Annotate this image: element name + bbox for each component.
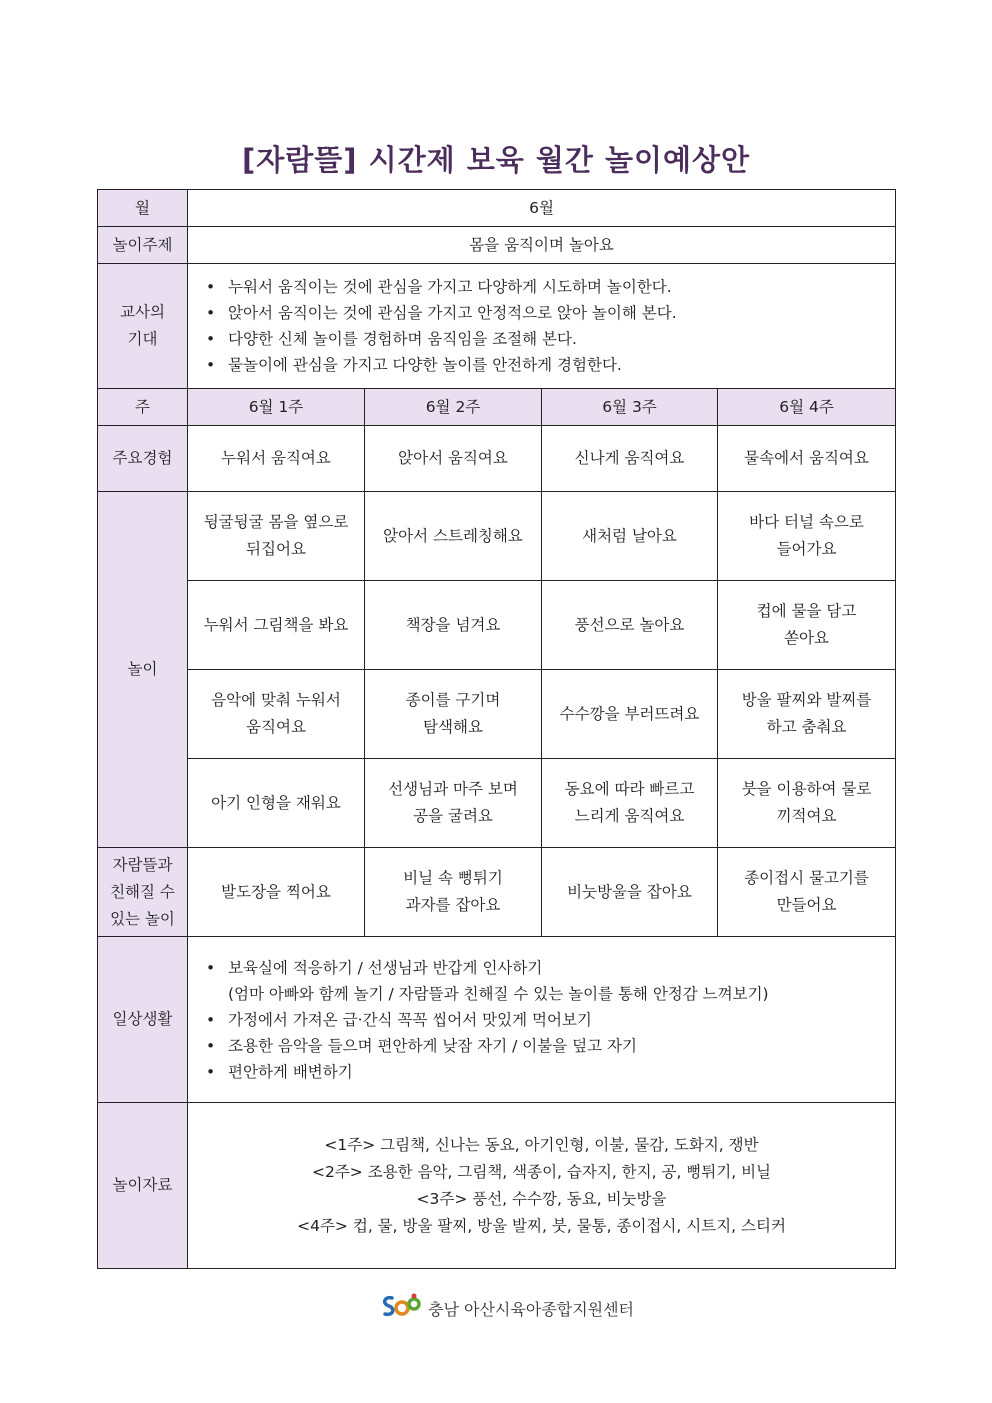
- play-label: 놀이: [98, 492, 188, 848]
- materials-item: <3주> 풍선, 수수깡, 동요, 비눗방울: [416, 1189, 667, 1208]
- materials-content: [188, 1103, 896, 1269]
- footer: [378, 1293, 634, 1323]
- plan-table: [97, 189, 896, 1269]
- play-cell-line: 들어가요: [776, 540, 837, 558]
- expectation-label-line: 교사의: [120, 303, 165, 321]
- daily-item: • 가정에서 가져온 급·간식 꼭꼭 씹어서 맛있게 먹어보기: [202, 1007, 889, 1033]
- expectation-list: [194, 274, 889, 378]
- play-cell-line: 누워서 그림책을 봐요: [203, 615, 349, 634]
- footer-text: 충남 아산시육아종합지원센터: [428, 1299, 635, 1319]
- expectation-content: [188, 264, 896, 389]
- expectation-row: [98, 264, 896, 389]
- play-row: [98, 581, 896, 670]
- play-cell: [718, 670, 896, 759]
- theme-value: 몸을 움직이며 놀아요: [188, 227, 896, 264]
- friendly-cell: [542, 848, 718, 937]
- play-cell-line: 풍선으로 놀아요: [574, 615, 685, 634]
- play-cell-line: 탐색해요: [423, 718, 483, 736]
- play-cell: [718, 581, 896, 670]
- expectation-item: • 물놀이에 관심을 가지고 다양한 놀이를 안전하게 경험한다.: [202, 352, 889, 378]
- friendly-cell-line: 과자를 잡아요: [405, 896, 501, 914]
- daily-list: [194, 955, 889, 981]
- play-cell: [542, 492, 718, 581]
- play-cell-line: 느리게 움직여요: [574, 807, 685, 825]
- play-cell-line: 공을 굴려요: [413, 807, 493, 825]
- play-cell: [365, 581, 542, 670]
- expectation-item: • 누워서 움직이는 것에 관심을 가지고 다양하게 시도하며 놀이한다.: [202, 274, 889, 300]
- daily-content: [188, 937, 896, 1103]
- play-cell-line: 뒹굴뒹굴 몸을 옆으로: [203, 513, 349, 531]
- play-cell-line: 하고 춤춰요: [766, 718, 847, 736]
- daily-item: [202, 955, 889, 981]
- materials-item: <4주> 컵, 물, 방울 팔찌, 방울 발찌, 붓, 물통, 종이접시, 시트지, 스티커: [297, 1216, 786, 1235]
- week-header: 6월 2주: [365, 389, 542, 426]
- play-cell-line: 방울 팔찌와 발찌를: [741, 691, 872, 709]
- friendly-label-line: 친해질 수: [110, 882, 175, 901]
- expectation-label-line: 기대: [127, 330, 158, 348]
- friendly-label-line: 자람뜰과: [112, 855, 173, 874]
- play-cell-line: 동요에 따라 빠르고: [564, 780, 695, 798]
- friendly-label-line: 있는 놀이: [110, 909, 175, 928]
- month-value: 6월: [188, 190, 896, 227]
- play-row: [98, 759, 896, 848]
- materials-label: 놀이자료: [98, 1103, 188, 1269]
- play-cell-line: 바다 터널 속으로: [749, 513, 864, 531]
- experience-cell: 누워서 움직여요: [188, 426, 365, 492]
- friendly-label: [98, 848, 188, 937]
- play-cell-line: 앉아서 스트레칭해요: [383, 526, 523, 545]
- play-row: [98, 670, 896, 759]
- friendly-cell-line: 종이접시 물고기를: [744, 869, 869, 887]
- play-cell-line: 뒤집어요: [246, 540, 306, 558]
- play-cell-line: 컵에 물을 담고: [756, 602, 857, 620]
- play-cell: [365, 492, 542, 581]
- friendly-cell-line: 만들어요: [776, 896, 837, 914]
- expectation-label: [98, 264, 188, 389]
- play-cell-line: 종이를 구기며: [405, 691, 501, 709]
- play-cell: [365, 759, 542, 848]
- page-title: [자람뜰] 시간제 보육 월간 놀이예상안: [241, 143, 751, 177]
- materials-item: <1주> 그림책, 신나는 동요, 아기인형, 이불, 물감, 도화지, 쟁반: [324, 1135, 759, 1154]
- daily-item: • 편안하게 배변하기: [202, 1059, 889, 1085]
- experience-row: [98, 426, 896, 492]
- friendly-cell-line: 발도장을 찍어요: [221, 882, 331, 901]
- play-cell-line: 책장을 넘겨요: [405, 615, 501, 634]
- play-cell: [718, 492, 896, 581]
- play-cell-line: 수수깡을 부러뜨려요: [559, 704, 700, 723]
- play-cell: [365, 670, 542, 759]
- play-cell: [718, 759, 896, 848]
- play-cell: [542, 670, 718, 759]
- play-cell-line: 붓을 이용하여 물로: [741, 780, 872, 798]
- experience-cell: 앉아서 움직여요: [365, 426, 542, 492]
- theme-row: [98, 227, 896, 264]
- month-label: 월: [98, 190, 188, 227]
- play-cell-line: 움직여요: [246, 718, 306, 736]
- play-cell: [188, 670, 365, 759]
- friendly-cell-line: 비닐 속 뻥튀기: [403, 869, 503, 887]
- experience-cell: 신나게 움직여요: [542, 426, 718, 492]
- month-row: [98, 190, 896, 227]
- daily-label: 일상생활: [98, 937, 188, 1103]
- play-cell-line: 쏟아요: [784, 629, 829, 647]
- play-cell: [188, 759, 365, 848]
- expectation-item: • 다양한 신체 놀이를 경험하며 움직임을 조절해 본다.: [202, 326, 889, 352]
- experience-label: 주요경험: [98, 426, 188, 492]
- play-cell-line: 음악에 맞춰 누워서: [211, 691, 341, 709]
- play-cell: [188, 492, 365, 581]
- friendly-cell-line: 비눗방울을 잡아요: [567, 882, 692, 901]
- play-cell: [542, 759, 718, 848]
- week-header: 6월 3주: [542, 389, 718, 426]
- daily-item: • 조용한 음악을 들으며 편안하게 낮잠 자기 / 이불을 덮고 자기: [202, 1033, 889, 1059]
- friendly-cell: [365, 848, 542, 937]
- friendly-row: [98, 848, 896, 937]
- week-header: 6월 1주: [188, 389, 365, 426]
- play-cell-line: 끼적여요: [776, 807, 837, 825]
- daily-item-text: 보육실에 적응하기 / 선생님과 반갑게 인사하기: [228, 958, 543, 977]
- play-row: [98, 492, 896, 581]
- friendly-cell: [718, 848, 896, 937]
- materials-row: [98, 1103, 896, 1269]
- play-cell-line: 새처럼 날아요: [582, 526, 677, 545]
- experience-cell: 물속에서 움직여요: [718, 426, 896, 492]
- daily-item-sub: (엄마 아빠와 함께 놀기 / 자람뜰과 친해질 수 있는 놀이를 통해 안정감 느껴보기): [228, 984, 769, 1003]
- theme-label: 놀이주제: [98, 227, 188, 264]
- weeks-label: 주: [98, 389, 188, 426]
- play-cell-line: 아기 인형을 재워요: [211, 793, 341, 812]
- daily-row: [98, 937, 896, 1103]
- weeks-row: [98, 389, 896, 426]
- week-header: 6월 4주: [718, 389, 896, 426]
- play-cell: [188, 581, 365, 670]
- play-cell-line: 선생님과 마주 보며: [388, 780, 518, 798]
- center-logo-icon: [378, 1292, 422, 1324]
- play-cell: [542, 581, 718, 670]
- expectation-item: • 앉아서 움직이는 것에 관심을 가지고 안정적으로 앉아 놀이해 본다.: [202, 300, 889, 326]
- friendly-cell: [188, 848, 365, 937]
- daily-list: [194, 1007, 889, 1085]
- materials-item: <2주> 조용한 음악, 그림책, 색종이, 습자지, 한지, 공, 뻥튀기, 비닐: [311, 1162, 772, 1181]
